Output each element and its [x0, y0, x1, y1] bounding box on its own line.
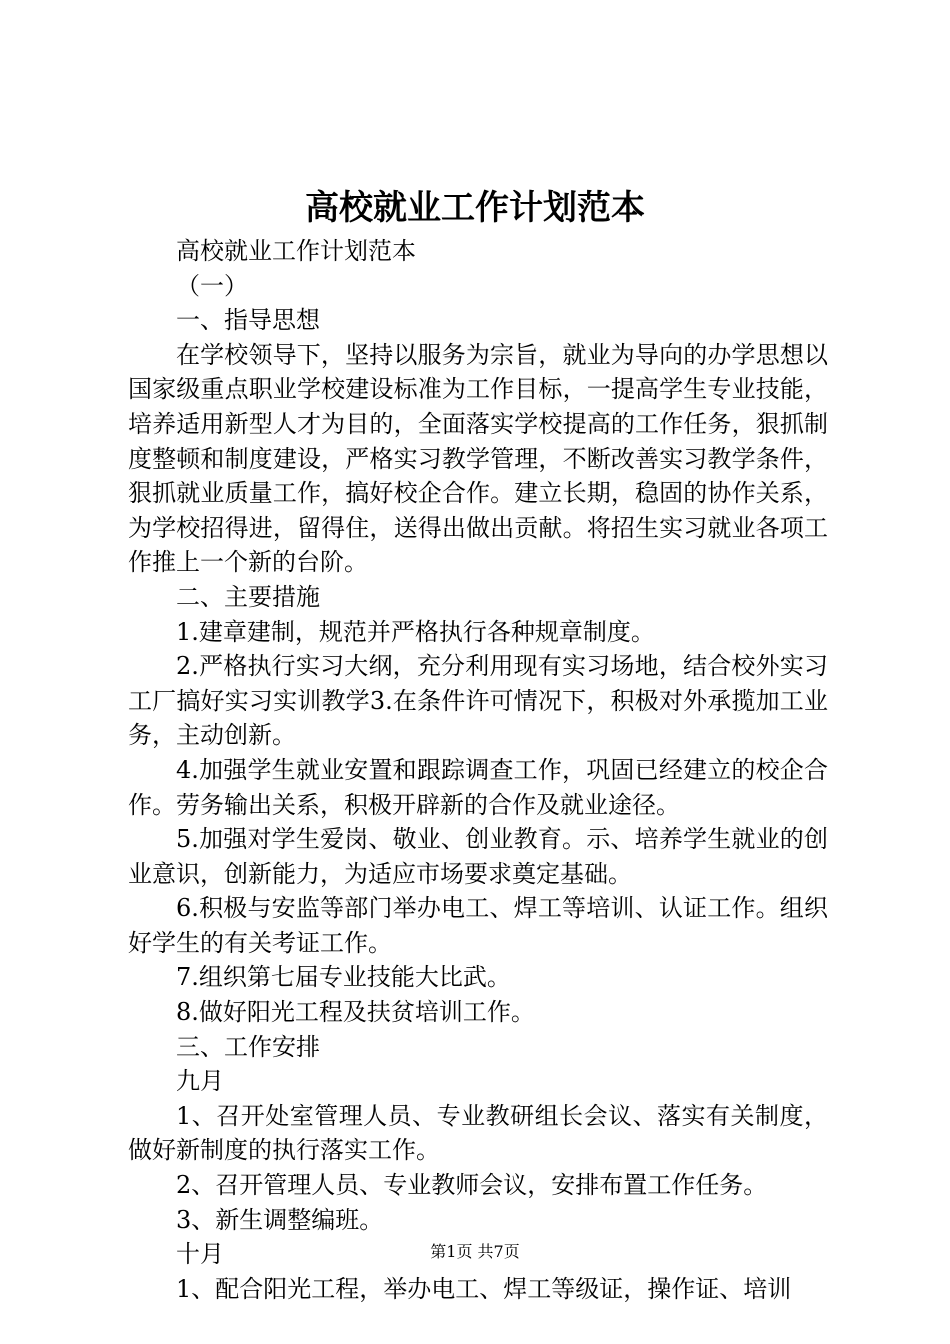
- paragraph: 三、工作安排: [176, 1032, 320, 1061]
- paragraph: 5.加强对学生爱岗、敬业、创业教育。示、培养学生就业的创业意识，创新能力，为适应市场要求奠定基础。: [128, 825, 828, 888]
- paragraph: 一、指导思想: [176, 306, 320, 335]
- document-body: [128, 234, 828, 1306]
- paragraph: （一）: [176, 271, 248, 300]
- paragraph: 8.做好阳光工程及扶贫培训工作。: [176, 998, 535, 1027]
- paragraph: 3、新生调整编班。: [176, 1205, 384, 1234]
- paragraph: 九月: [176, 1067, 224, 1096]
- paragraph: 6.积极与安监等部门举办电工、焊工等培训、认证工作。组织好学生的有关考证工作。: [128, 894, 828, 957]
- paragraph: 十月: [176, 1240, 224, 1269]
- paragraph: 1.建章建制，规范并严格执行各种规章制度。: [176, 617, 655, 646]
- paragraph: 2.严格执行实习大纲，充分利用现有实习场地，结合校外实习工厂搞好实习实训教学3.在条件许可情况下，积极对外承揽加工业务，主动创新。: [128, 652, 828, 750]
- paragraph: 1、配合阳光工程，举办电工、焊工等级证，操作证、培训: [176, 1274, 792, 1303]
- paragraph: 高校就业工作计划范本: [176, 237, 416, 265]
- page-footer: 第1页 共7页: [430, 1242, 520, 1261]
- paragraph: 在学校领导下，坚持以服务为宗旨，就业为导向的办学思想以国家级重点职业学校建设标准为工作目标，一提高学生专业技能，培养适用新型人才为目的，全面落实学校提高的工作任务，狠抓制度整顿和制度建设，严格实习教学管理，不断改善实习教学条件，狠抓就业质量工作，搞好校企合作。建立长期，稳固的协作关系，为学校招得进，留得住，送得出做出贡献。将招生实习就业各项工作推上一个新的台阶。: [128, 340, 828, 577]
- paragraph: 4.加强学生就业安置和跟踪调查工作，巩固已经建立的校企合作。劳务输出关系，积极开辟新的合作及就业途径。: [128, 755, 828, 819]
- paragraph: 二、主要措施: [176, 582, 320, 611]
- document-title: 高校就业工作计划范本: [305, 188, 645, 228]
- paragraph: 2、召开管理人员、专业教师会议，安排布置工作任务。: [176, 1171, 768, 1200]
- paragraph: 7.组织第七届专业技能大比武。: [176, 963, 511, 992]
- paragraph: 1、召开处室管理人员、专业教研组长会议、落实有关制度，做好新制度的执行落实工作。: [128, 1101, 828, 1165]
